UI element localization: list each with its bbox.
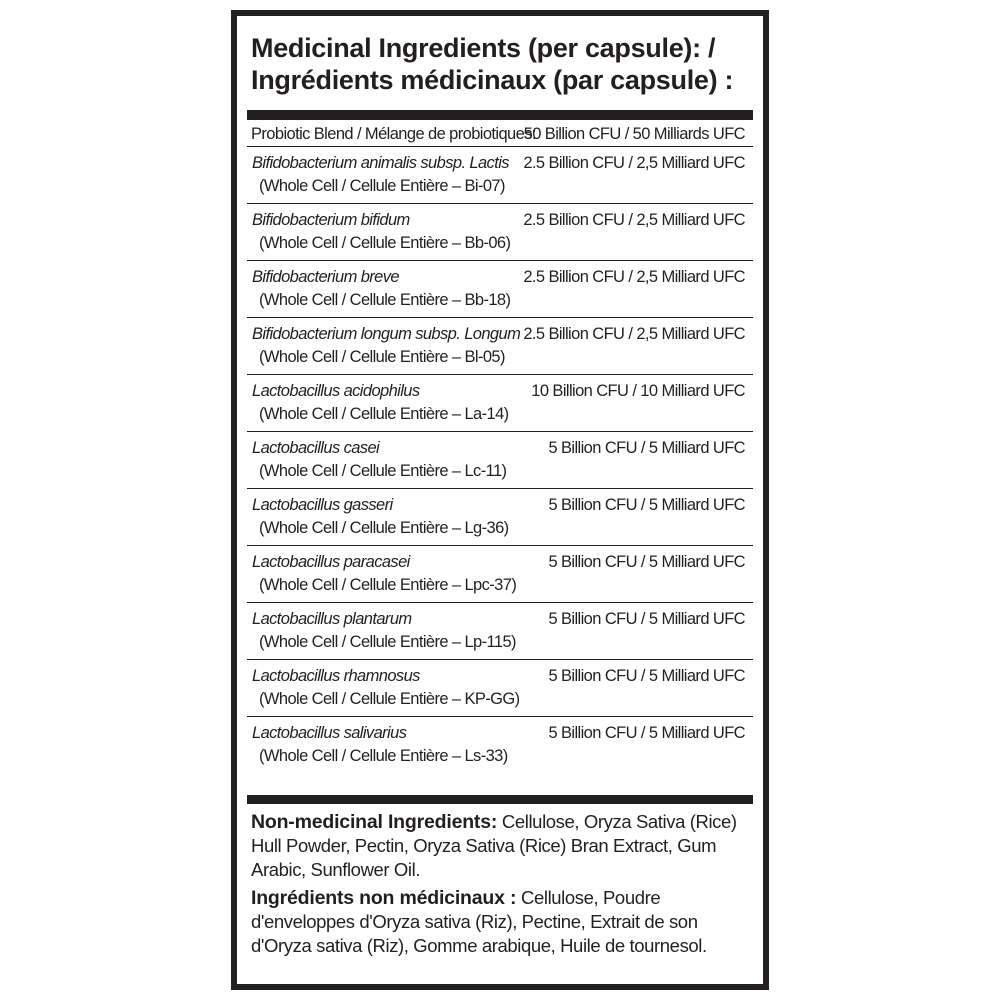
blend-amount: 50 Billion CFU / 50 Milliards UFC	[523, 125, 745, 143]
strain-row	[247, 375, 753, 432]
probiotic-blend-row	[247, 120, 753, 147]
non-medicinal-label-en: Non-medicinal Ingredients:	[251, 811, 498, 833]
strain-amount: 2.5 Billion CFU / 2,5 Milliard UFC	[523, 325, 745, 343]
strain-detail: (Whole Cell / Cellule Entière – Bb-06)	[259, 234, 511, 252]
strain-amount: 2.5 Billion CFU / 2,5 Milliard UFC	[523, 268, 745, 286]
strain-row	[247, 261, 753, 318]
strain-amount: 5 Billion CFU / 5 Milliard UFC	[548, 496, 745, 514]
strain-name: Lactobacillus acidophilus	[252, 382, 420, 400]
strain-row	[247, 489, 753, 546]
strain-row	[247, 546, 753, 603]
strain-amount: 5 Billion CFU / 5 Milliard UFC	[548, 724, 745, 742]
strain-name: Lactobacillus rhamnosus	[252, 667, 420, 685]
ingredients-panel	[231, 10, 769, 990]
divider-bar-bottom	[247, 795, 753, 804]
strain-amount: 2.5 Billion CFU / 2,5 Milliard UFC	[523, 154, 745, 172]
strain-row	[247, 432, 753, 489]
strain-name: Lactobacillus casei	[252, 439, 380, 457]
heading-french: Ingrédients médicinaux (par capsule) :	[251, 65, 734, 95]
strain-amount: 2.5 Billion CFU / 2,5 Milliard UFC	[523, 211, 745, 229]
non-medicinal-label-fr: Ingrédients non médicinaux :	[251, 887, 517, 909]
non-medicinal-text-fr: Cellulose, Poudre d'enveloppes d'Oryza sativa (Riz), Pectine, Extrait de son d'Oryza sativa (Riz), Gomme arabique, Huile de tournesol.	[251, 887, 707, 956]
strain-detail: (Whole Cell / Cellule Entière – Bb-18)	[259, 291, 511, 309]
strain-detail: (Whole Cell / Cellule Entière – La-14)	[259, 405, 509, 423]
strain-name: Lactobacillus plantarum	[252, 610, 412, 628]
strain-row	[247, 147, 753, 204]
strain-detail: (Whole Cell / Cellule Entière – Lpc-37)	[259, 576, 517, 594]
non-medicinal-ingredients	[251, 810, 751, 962]
heading-english: Medicinal Ingredients (per capsule): /	[251, 33, 716, 63]
strain-row	[247, 660, 753, 717]
strain-row	[247, 204, 753, 261]
divider-bar-top	[247, 110, 753, 120]
strain-amount: 5 Billion CFU / 5 Milliard UFC	[548, 610, 745, 628]
strain-name: Lactobacillus paracasei	[252, 553, 410, 571]
strain-name: Bifidobacterium animalis subsp. Lactis	[252, 154, 509, 172]
non-medicinal-text-en: Cellulose, Oryza Sativa (Rice) Hull Powder, Pectin, Oryza Sativa (Rice) Bran Extract, Gum Arabic, Sunflower Oil.	[251, 811, 737, 880]
non-medicinal-english	[251, 810, 751, 882]
strain-detail: (Whole Cell / Cellule Entière – Ls-33)	[259, 747, 508, 765]
non-medicinal-french	[251, 886, 751, 958]
strain-detail: (Whole Cell / Cellule Entière – Lg-36)	[259, 519, 509, 537]
strain-amount: 5 Billion CFU / 5 Milliard UFC	[548, 439, 745, 457]
medicinal-ingredients-heading	[251, 32, 751, 96]
blend-name: Probiotic Blend / Mélange de probiotiques:	[251, 125, 536, 143]
strain-amount: 5 Billion CFU / 5 Milliard UFC	[548, 553, 745, 571]
strain-detail: (Whole Cell / Cellule Entière – Bl-05)	[259, 348, 505, 366]
strain-amount: 5 Billion CFU / 5 Milliard UFC	[548, 667, 745, 685]
strain-name: Bifidobacterium breve	[252, 268, 399, 286]
strain-detail: (Whole Cell / Cellule Entière – KP-GG)	[259, 690, 520, 708]
strain-name: Lactobacillus salivarius	[252, 724, 407, 742]
strain-name: Bifidobacterium longum subsp. Longum	[252, 325, 521, 343]
strain-detail: (Whole Cell / Cellule Entière – Lc-11)	[259, 462, 507, 480]
strain-amount: 10 Billion CFU / 10 Milliard UFC	[531, 382, 745, 400]
strain-name: Bifidobacterium bifidum	[252, 211, 410, 229]
strain-row	[247, 717, 753, 773]
strain-detail: (Whole Cell / Cellule Entière – Bi-07)	[259, 177, 505, 195]
strain-name: Lactobacillus gasseri	[252, 496, 393, 514]
strain-row	[247, 603, 753, 660]
strain-row	[247, 318, 753, 375]
ingredients-table	[247, 120, 753, 773]
strain-detail: (Whole Cell / Cellule Entière – Lp-115)	[259, 633, 516, 651]
